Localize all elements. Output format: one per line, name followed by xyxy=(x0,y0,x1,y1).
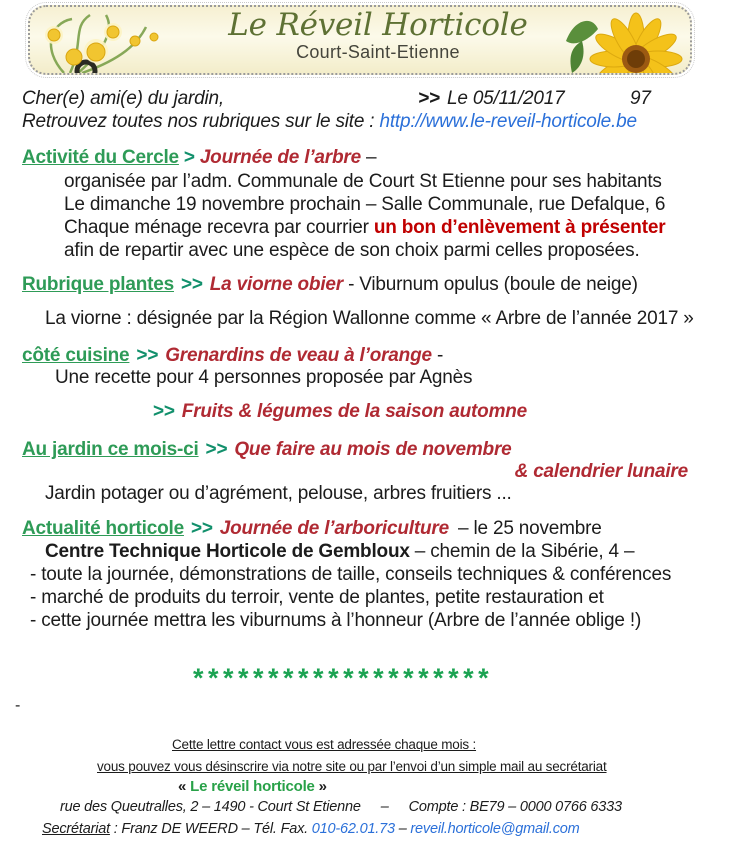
newsletter-banner xyxy=(28,5,692,75)
brand-close-guillemet: » xyxy=(314,778,327,795)
activite-title-dash: – xyxy=(366,147,377,168)
site-link[interactable]: http://www.le-reveil-horticole.be xyxy=(379,111,637,132)
stray-dash: - xyxy=(15,697,21,714)
activite-line-2: Le dimanche 19 novembre prochain – Salle Communale, rue Defalque, 6 xyxy=(64,194,666,215)
section-cuisine-heading xyxy=(22,345,443,367)
site-line xyxy=(22,111,637,133)
footer-account: Compte : BE79 – 0000 0766 6333 xyxy=(408,799,622,815)
footer-address-line xyxy=(60,799,622,815)
section-rubrique-heading xyxy=(22,274,638,296)
activite-line-3-text: Chaque ménage recevra par courrier xyxy=(64,217,374,238)
footer-brand-line xyxy=(178,778,327,795)
activite-line-3 xyxy=(64,217,665,239)
activite-heading-label: Activité du Cercle xyxy=(22,147,179,168)
floral-decoration-icon xyxy=(34,7,194,73)
footer-notice-line1: Cette lettre contact vous est adressée chaque mois : xyxy=(172,737,477,752)
actualite-venue-line xyxy=(45,541,634,563)
footer-address: rue des Queutralles, 2 – 1490 - Court St Etienne xyxy=(60,799,361,815)
actualite-heading-label: Actualité horticole xyxy=(22,518,184,539)
actualite-bullet-2: - marché de produits du terroir, vente de plantes, petite restauration et xyxy=(30,587,604,608)
banner-subtitle: Court-Saint-Etienne xyxy=(296,42,460,62)
actualite-chevrons: >> xyxy=(190,518,213,539)
footer-address-dash: – xyxy=(380,799,389,815)
section-actualite-heading xyxy=(22,518,602,540)
footer-notice-line2: vous pouvez vous désinscrire via notre site ou par l’envoi d’un simple mail au secrétariat xyxy=(97,759,607,774)
activite-line-1: organisée par l’adm. Communale de Court St Etienne pour ses habitants xyxy=(64,171,662,192)
email-link[interactable]: reveil.horticole@gmail.com xyxy=(410,821,580,837)
activite-line-4: afin de repartir avec une espèce de son choix parmi celles proposées. xyxy=(64,240,640,261)
jardin-chevrons: >> xyxy=(205,439,228,460)
date-text: Le 05/11/2017 xyxy=(447,88,565,109)
email-dash: – xyxy=(394,821,411,837)
activite-title: Journée de l’arbre xyxy=(199,147,361,168)
secretariat-label: Secrétariat xyxy=(42,821,110,837)
sunflower-icon xyxy=(548,7,688,73)
cuisine-extra-title: Fruits & légumes de la saison automne xyxy=(181,401,528,422)
actualite-venue-name: Centre Technique Horticole de Gembloux xyxy=(45,541,410,562)
brand-open-guillemet: « xyxy=(178,778,191,795)
asterisk-separator: ******************** xyxy=(193,663,494,693)
banner-text xyxy=(228,8,527,62)
banner-title: Le Réveil Horticole xyxy=(228,7,528,43)
jardin-heading-label: Au jardin ce mois-ci xyxy=(22,439,199,460)
brand-name: Le réveil horticole xyxy=(190,778,315,795)
cuisine-line: Une recette pour 4 personnes proposée par Agnès xyxy=(55,367,473,388)
rubrique-title: La viorne obier xyxy=(209,274,343,295)
phone-link[interactable]: 010-62.01.73 xyxy=(311,821,395,837)
actualite-title: Journée de l’arboriculture xyxy=(219,518,449,539)
section-activite-heading xyxy=(22,147,376,169)
actualite-venue-address: – chemin de la Sibérie, 4 – xyxy=(409,541,635,562)
rubrique-heading-label: Rubrique plantes xyxy=(22,274,174,295)
jardin-title: Que faire au mois de novembre xyxy=(234,439,512,460)
site-label: Retrouvez toutes nos rubriques sur le site : xyxy=(22,111,380,132)
date-chevrons: >> xyxy=(418,88,440,109)
activite-chevron: > xyxy=(183,147,195,168)
actualite-bullet-3: - cette journée mettra les viburnums à l’honneur (Arbre de l’année oblige !) xyxy=(30,610,642,631)
footer-secretariat-line xyxy=(42,821,579,837)
greeting-text: Cher(e) ami(e) du jardin, xyxy=(22,88,224,109)
actualite-title-suffix: – le 25 novembre xyxy=(458,518,602,539)
actualite-bullet-1: - toute la journée, démonstrations de taille, conseils techniques & conférences xyxy=(30,564,672,585)
cuisine-extra-chevrons: >> xyxy=(153,401,175,422)
cuisine-title-suffix: - xyxy=(431,345,444,366)
rubrique-chevrons: >> xyxy=(180,274,203,295)
cuisine-heading-label: côté cuisine xyxy=(22,345,130,366)
jardin-title-line2: & calendrier lunaire xyxy=(514,461,688,482)
activite-emphasis: un bon d’enlèvement à présenter xyxy=(373,217,666,238)
issue-number: 97 xyxy=(630,88,651,109)
section-jardin-heading xyxy=(22,439,512,461)
greeting-line xyxy=(22,88,728,110)
rubrique-title-suffix: - Viburnum opulus (boule de neige) xyxy=(342,274,638,295)
cuisine-title: Grenardins de veau à l’orange xyxy=(165,345,432,366)
jardin-line: Jardin potager ou d’agrément, pelouse, arbres fruitiers ... xyxy=(45,483,512,504)
cuisine-chevrons: >> xyxy=(136,345,159,366)
rubrique-note: La viorne : désignée par la Région Wallonne comme « Arbre de l’année 2017 » xyxy=(45,308,694,329)
cuisine-extra-line xyxy=(153,401,527,423)
secretariat-text: : Franz DE WEERD – Tél. Fax. xyxy=(109,821,312,837)
